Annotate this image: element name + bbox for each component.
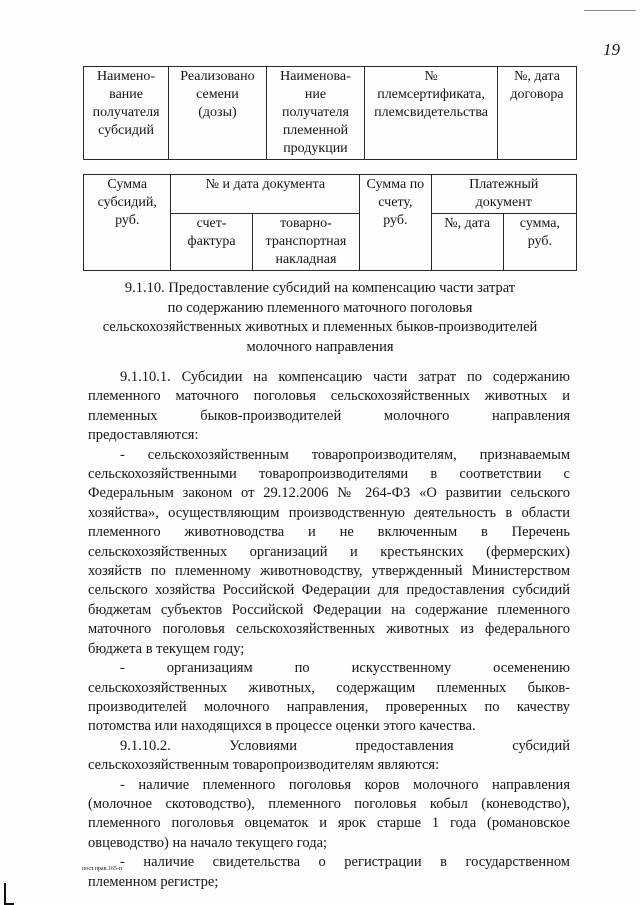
text-line: хозяйства», осуществляющим производственную деятельность в области: [88, 504, 570, 521]
cell-line: продукции: [283, 141, 348, 156]
cell-line: (дозы): [198, 105, 237, 120]
text-line: бюджета в текущем году;: [88, 640, 245, 657]
section-title: [70, 279, 570, 357]
text-line: (молочное скотоводство), племенного поголовья кобыл (коневодство),: [88, 795, 570, 812]
cell-line: руб.: [383, 213, 408, 228]
header-recipient-name: [84, 67, 169, 160]
cell-line: №: [424, 69, 438, 84]
cell-line: получателя: [92, 105, 160, 120]
text-line: - наличие свидетельства о регистрации в государственном: [120, 854, 570, 871]
page-number: 19: [603, 40, 620, 59]
text-line: племенного поголовья овцематок и ярок старше 1 года (романовское: [88, 815, 570, 832]
table-header-row: [84, 175, 577, 214]
cell-line: Наимено-: [97, 69, 156, 84]
text-line: хозяйств по племенному животноводству, утвержденный Министерством: [88, 563, 570, 580]
cell-line: Реализовано: [180, 69, 255, 84]
header-pay-sum: [503, 214, 576, 271]
cell-line: Сумма по: [366, 177, 425, 192]
cell-line: Наименова-: [280, 69, 351, 84]
cell-line: Платежный: [469, 177, 539, 192]
cell-line: получателя: [281, 105, 349, 120]
cell-line: товарно-: [280, 216, 332, 231]
header-invoice: [171, 214, 252, 271]
cell-line: племсвидетельства: [374, 105, 489, 120]
cell-line: счет-: [196, 216, 227, 231]
title-line: сельскохозяйственных животных и племенных быков-производителей: [102, 319, 538, 335]
text-line: 9.1.10.2. Условиями предоставления субсидий: [120, 737, 570, 754]
cell-line: субсидий: [98, 123, 154, 138]
cell-line: фактура: [187, 234, 236, 249]
cell-line: договора: [510, 87, 564, 102]
title-line: по содержанию племенного маточного поголовья: [167, 299, 473, 316]
cell-line: субсидий,: [97, 195, 157, 210]
text-line: сельскохозяйственных организаций и крестьянских (фермерских): [88, 543, 570, 560]
header-contract-date: [498, 67, 577, 160]
cell-line: руб.: [115, 213, 140, 228]
header-payment-document: [431, 175, 577, 214]
text-line: бюджетам субъектов Российской Федерации на содержание племенного: [88, 601, 570, 618]
text-line: сельскохозяйственным товаропроизводителям являются:: [88, 757, 440, 774]
header-pay-number-date: №, дата: [431, 214, 503, 271]
text-line: - сельскохозяйственным товаропроизводителям, признаваемым: [120, 446, 570, 463]
header-product-recipient: [266, 67, 364, 160]
header-account-sum: [360, 175, 431, 271]
cell-line: документ: [475, 195, 532, 210]
cell-line: сумма,: [519, 216, 560, 231]
header-certificate-number: [365, 67, 498, 160]
text-line: потомства или находящихся в процессе оценки этого качества.: [88, 718, 476, 735]
cell-line: руб.: [527, 234, 553, 249]
title-line: 9.1.10. Предоставление субсидий на компенсацию части затрат: [124, 280, 516, 296]
payments-table: [83, 174, 577, 271]
header-subsidy-sum: [84, 175, 171, 271]
cell-line: транспортная: [265, 234, 347, 249]
text-line: племенного маточного поголовья сельскохозяйственных животных и: [88, 388, 570, 405]
text-line: племенного животноводства и не включенным в Перечень: [88, 524, 570, 541]
header-waybill: [252, 214, 360, 271]
text-line: племенном регистре;: [88, 873, 219, 890]
header-semen-sold: [169, 67, 267, 160]
text-line: сельскохозяйственными товаропроизводителями в соответствии с: [88, 466, 570, 483]
cell-line: племсертификата,: [377, 87, 485, 102]
text-line: - организациям по искусственному осеменению: [120, 660, 570, 677]
text-line: Федеральным законом от 29.12.2006 № 264-ФЗ «О развитии сельского: [88, 485, 570, 502]
text-line: сельского хозяйства Российской Федерации для предоставления субсидий: [88, 582, 570, 599]
cell-line: вание: [109, 87, 143, 102]
corner-mark: [4, 883, 14, 905]
cell-line: Сумма: [107, 177, 148, 192]
footer-doc-id: пост.прав.165-п: [82, 866, 123, 872]
cell-line: накладная: [275, 252, 337, 267]
text-line: овцеводство) на начало текущего года;: [88, 834, 328, 851]
cell-line: ние: [304, 87, 327, 102]
top-edge-line: [584, 10, 636, 11]
cell-line: племенной: [282, 123, 349, 138]
text-line: 9.1.10.1. Субсидии на компенсацию части затрат по содержанию: [120, 369, 570, 385]
text-line: производителей молочного направления, проверенных по качеству: [88, 698, 570, 715]
header-document: № и дата документа: [171, 175, 360, 214]
text-line: маточного поголовья сельскохозяйственных животных из федерального: [88, 621, 570, 638]
cell-line: семени: [196, 87, 239, 102]
body-text: [88, 368, 570, 892]
text-line: племенных быков-производителей молочного направления: [88, 407, 570, 424]
cell-line: счету,: [378, 195, 413, 210]
text-line: сельскохозяйственных животных, содержащим племенных быков-: [88, 679, 570, 696]
text-line: - наличие племенного поголовья коров молочного направления: [120, 776, 570, 793]
cell-line: №, дата: [514, 69, 560, 84]
table-header-row: [84, 67, 577, 160]
recipients-table: [83, 66, 577, 160]
title-line: молочного направления: [246, 338, 394, 355]
text-line: предоставляются:: [88, 427, 199, 444]
